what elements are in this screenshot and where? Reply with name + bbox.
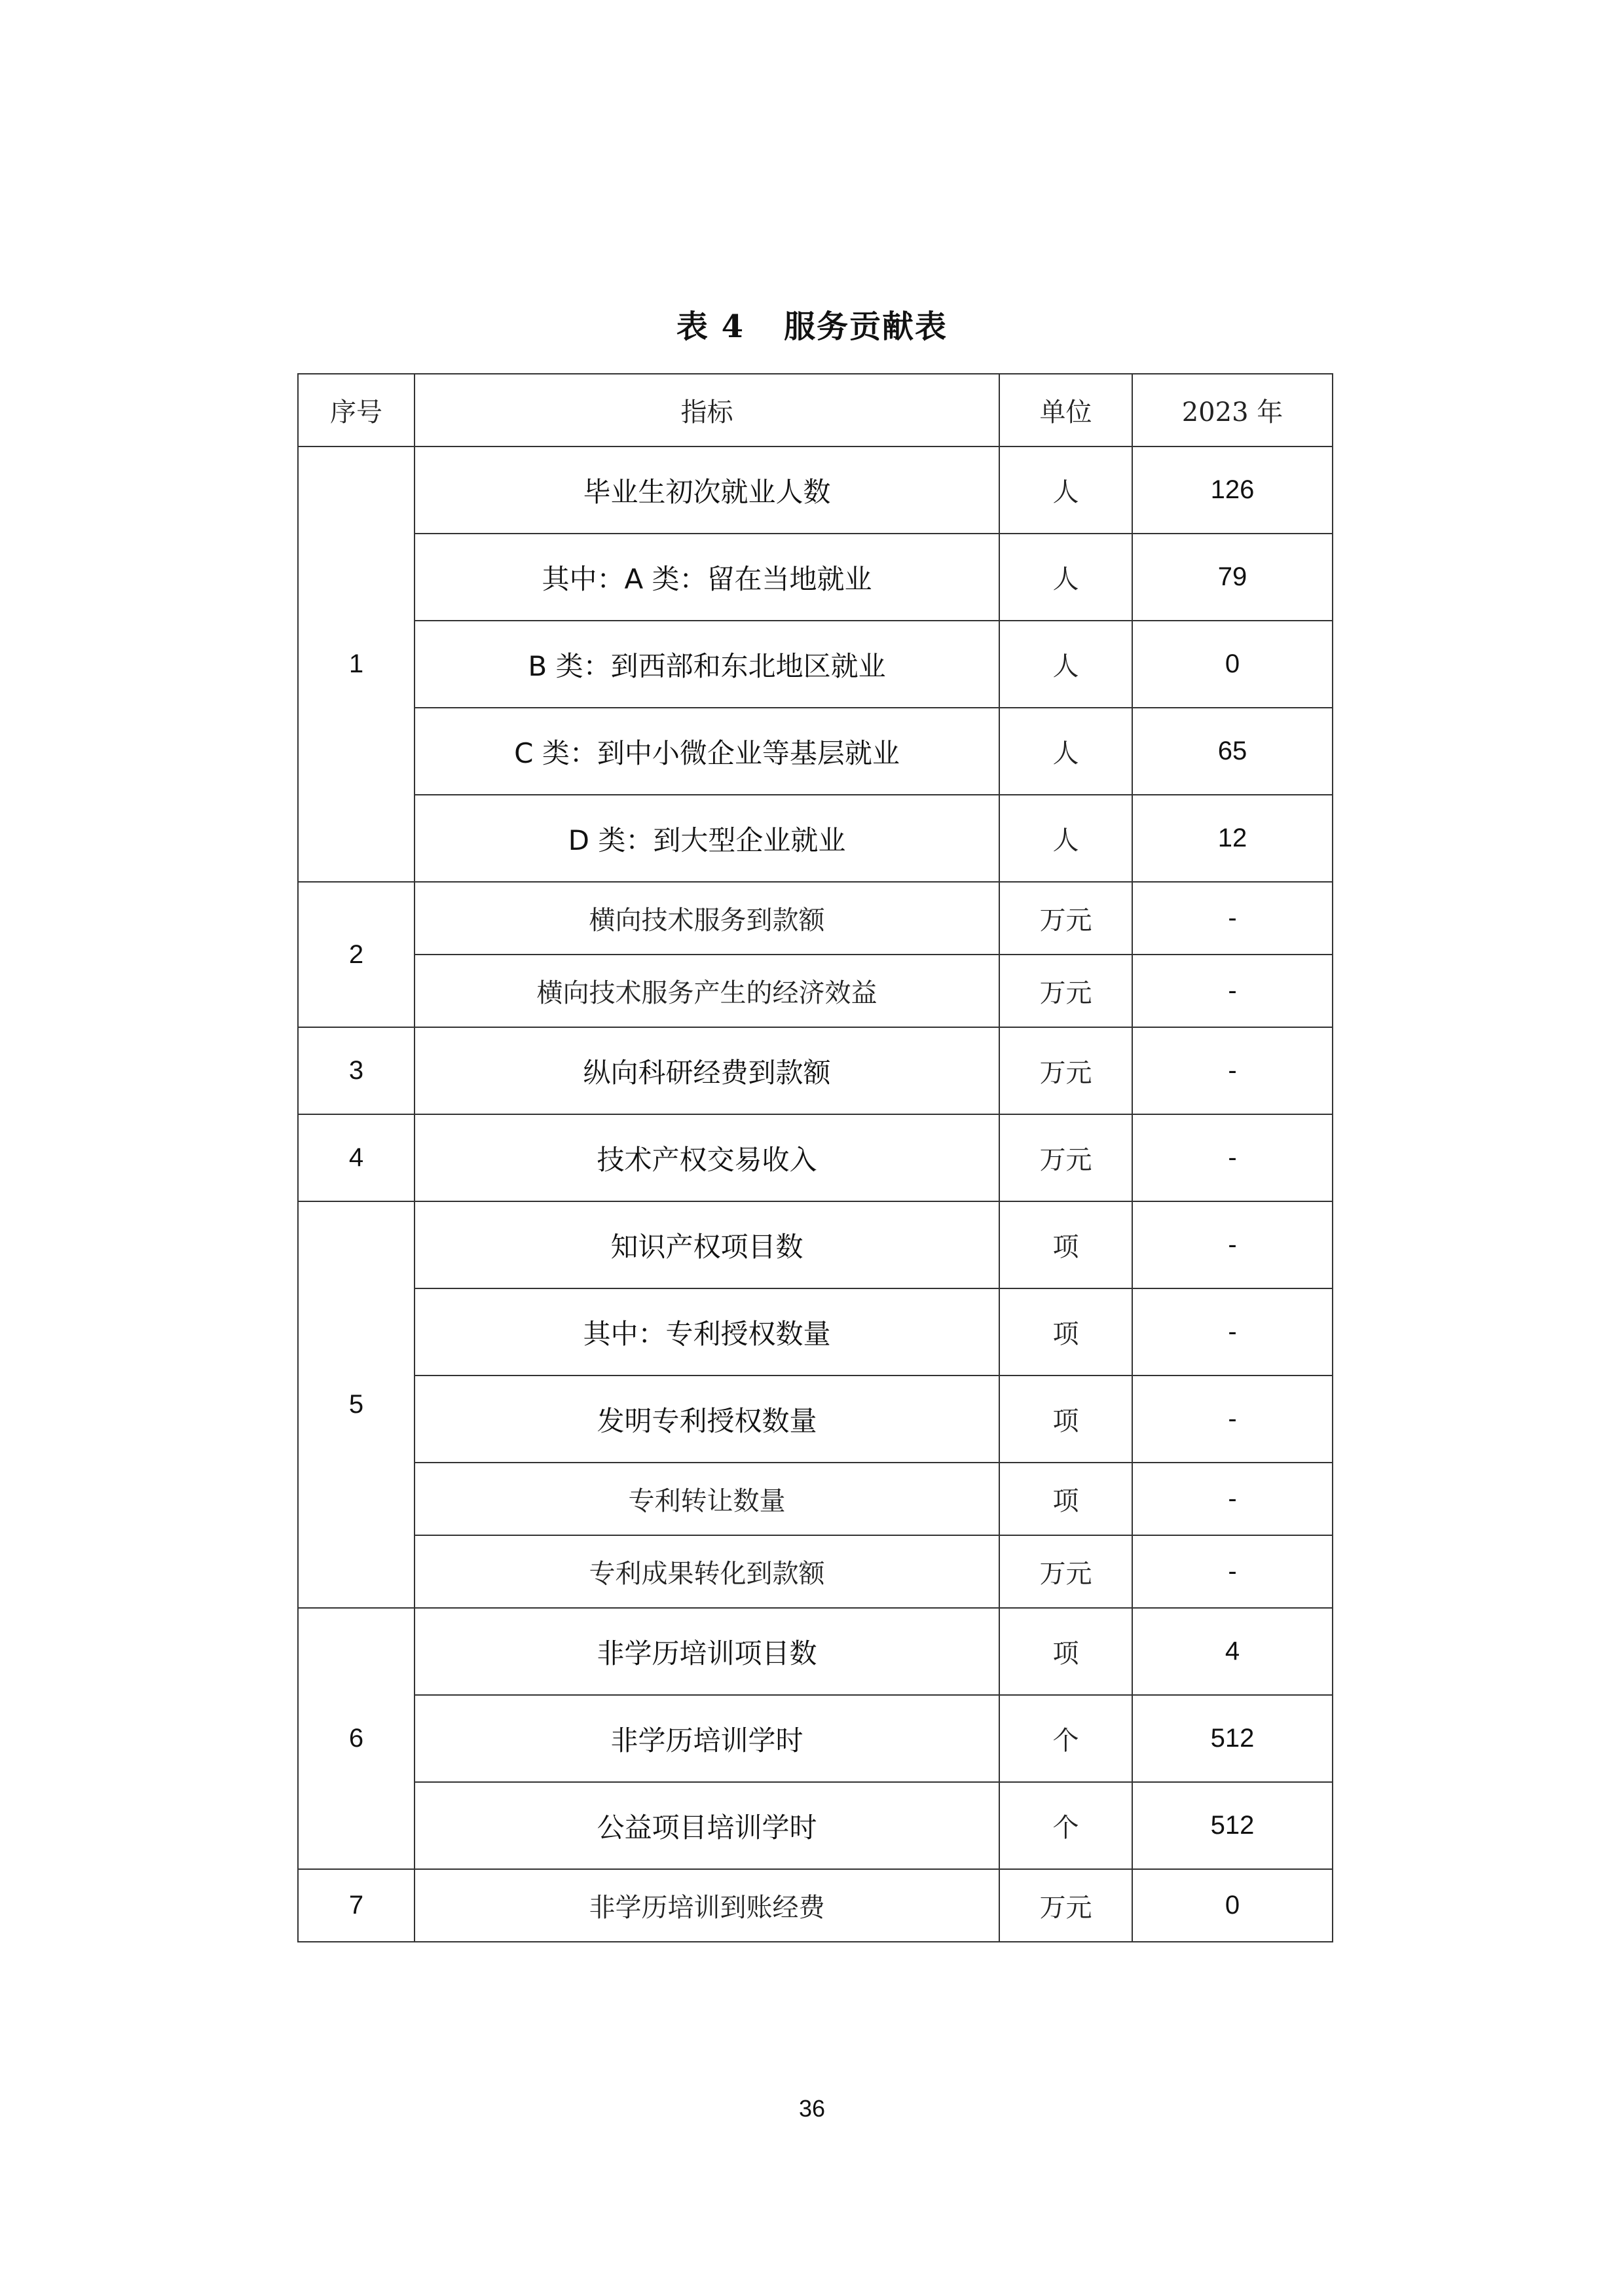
- indicator-cell: 纵向科研经费到款额: [415, 1027, 999, 1114]
- indicator-cell: 非学历培训学时: [415, 1695, 999, 1782]
- table-row: [298, 446, 1333, 534]
- unit-cell: 万元: [999, 1535, 1132, 1608]
- unit-cell: 人: [999, 708, 1132, 795]
- seq-cell: 6: [298, 1608, 415, 1869]
- table-row: [298, 1114, 1333, 1201]
- table-row: [298, 708, 1333, 795]
- seq-cell: 7: [298, 1869, 415, 1942]
- unit-cell: 项: [999, 1463, 1132, 1535]
- unit-cell: 万元: [999, 1869, 1132, 1942]
- indicator-cell: 其中：专利授权数量: [415, 1288, 999, 1376]
- table-title: [0, 301, 1624, 346]
- header-seq: 序号: [298, 374, 415, 446]
- value-cell: 4: [1132, 1608, 1333, 1695]
- value-cell: 65: [1132, 708, 1333, 795]
- table-row: [298, 1463, 1333, 1535]
- header-indicator: 指标: [415, 374, 999, 446]
- unit-cell: 人: [999, 621, 1132, 708]
- indicator-cell: 知识产权项目数: [415, 1201, 999, 1288]
- value-cell: -: [1132, 1463, 1333, 1535]
- page-number: 36: [798, 2095, 826, 2122]
- value-cell: -: [1132, 1114, 1333, 1201]
- unit-cell: 项: [999, 1201, 1132, 1288]
- service-contribution-table: [297, 373, 1333, 1942]
- unit-cell: 万元: [999, 1114, 1132, 1201]
- value-cell: -: [1132, 1376, 1333, 1463]
- value-cell: -: [1132, 1288, 1333, 1376]
- unit-cell: 项: [999, 1288, 1132, 1376]
- table-row: [298, 1201, 1333, 1288]
- value-cell: -: [1132, 1535, 1333, 1608]
- table-row: [298, 1869, 1333, 1942]
- unit-cell: 人: [999, 534, 1132, 621]
- value-cell: 126: [1132, 446, 1333, 534]
- table-row: [298, 621, 1333, 708]
- unit-cell: 个: [999, 1782, 1132, 1869]
- value-cell: 0: [1132, 1869, 1333, 1942]
- indicator-cell: 专利成果转化到款额: [415, 1535, 999, 1608]
- table-header-row: [298, 374, 1333, 446]
- table-row: [298, 1027, 1333, 1114]
- table-row: [298, 882, 1333, 955]
- table-row: [298, 1608, 1333, 1695]
- unit-cell: 人: [999, 795, 1132, 882]
- indicator-cell: C 类：到中小微企业等基层就业: [415, 708, 999, 795]
- table-row: [298, 795, 1333, 882]
- value-cell: 0: [1132, 621, 1333, 708]
- indicator-cell: 横向技术服务产生的经济效益: [415, 955, 999, 1027]
- table-row: [298, 1695, 1333, 1782]
- header-year: 2023 年: [1132, 374, 1333, 446]
- indicator-cell: D 类：到大型企业就业: [415, 795, 999, 882]
- header-unit: 单位: [999, 374, 1132, 446]
- value-cell: 79: [1132, 534, 1333, 621]
- indicator-cell: 发明专利授权数量: [415, 1376, 999, 1463]
- indicator-cell: 非学历培训到账经费: [415, 1869, 999, 1942]
- unit-cell: 万元: [999, 882, 1132, 955]
- seq-cell: 5: [298, 1201, 415, 1608]
- seq-cell: 3: [298, 1027, 415, 1114]
- unit-cell: 项: [999, 1376, 1132, 1463]
- table-title-label: 表 4: [676, 308, 745, 345]
- indicator-cell: 横向技术服务到款额: [415, 882, 999, 955]
- seq-cell: 2: [298, 882, 415, 1027]
- table-row: [298, 1376, 1333, 1463]
- unit-cell: 万元: [999, 955, 1132, 1027]
- value-cell: -: [1132, 1201, 1333, 1288]
- indicator-cell: 毕业生初次就业人数: [415, 446, 999, 534]
- indicator-cell: 其中：A 类：留在当地就业: [415, 534, 999, 621]
- indicator-cell: 专利转让数量: [415, 1463, 999, 1535]
- value-cell: 12: [1132, 795, 1333, 882]
- indicator-cell: B 类：到西部和东北地区就业: [415, 621, 999, 708]
- indicator-cell: 非学历培训项目数: [415, 1608, 999, 1695]
- table-row: [298, 955, 1333, 1027]
- unit-cell: 个: [999, 1695, 1132, 1782]
- unit-cell: 人: [999, 446, 1132, 534]
- table-row: [298, 1782, 1333, 1869]
- value-cell: -: [1132, 882, 1333, 955]
- table-title-text: 服务贡献表: [784, 308, 948, 345]
- value-cell: -: [1132, 1027, 1333, 1114]
- unit-cell: 万元: [999, 1027, 1132, 1114]
- table-row: [298, 1535, 1333, 1608]
- value-cell: 512: [1132, 1782, 1333, 1869]
- unit-cell: 项: [999, 1608, 1132, 1695]
- value-cell: -: [1132, 955, 1333, 1027]
- table-row: [298, 534, 1333, 621]
- value-cell: 512: [1132, 1695, 1333, 1782]
- indicator-cell: 技术产权交易收入: [415, 1114, 999, 1201]
- table-row: [298, 1288, 1333, 1376]
- seq-cell: 4: [298, 1114, 415, 1201]
- seq-cell: 1: [298, 446, 415, 882]
- indicator-cell: 公益项目培训学时: [415, 1782, 999, 1869]
